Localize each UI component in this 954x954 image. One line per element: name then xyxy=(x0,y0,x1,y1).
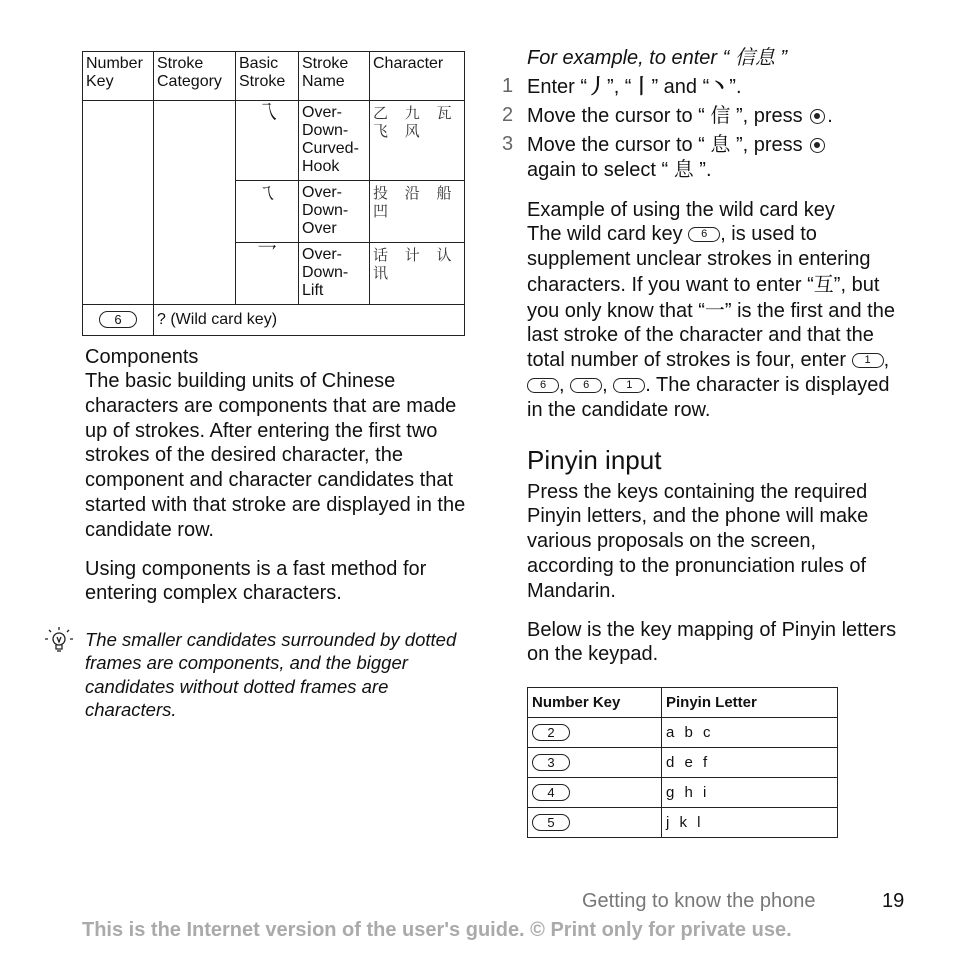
pinyin-paragraph-1: Press the keys containing the required Pinyin letters, and the phone will make various proposals on the screen, according to the pronunciation rules of Mandarin. xyxy=(527,480,869,602)
key-6-icon: 6 xyxy=(99,311,137,328)
basic-stroke-glyph: 乁 xyxy=(236,101,299,181)
basic-stroke-glyph: ㄟ xyxy=(236,181,299,243)
table-row xyxy=(528,718,838,748)
pinyin-letters: a b c xyxy=(662,718,838,748)
step-number: 2 xyxy=(502,103,514,126)
pinyin-heading: Pinyin input xyxy=(527,444,662,475)
wildcard-text: ” is the first and the last stroke of the character and that the total number of strokes is four, enter xyxy=(527,299,895,372)
step-text: ” and “ xyxy=(651,76,710,98)
page-number: 19 xyxy=(882,890,905,912)
stroke-table xyxy=(82,51,465,336)
step-char: 息 xyxy=(673,157,694,182)
step-char: 信 xyxy=(710,102,731,127)
step-text: ”. xyxy=(693,159,712,182)
tip-note xyxy=(82,628,466,721)
stroke-name: Over-Down-Curved-Hook xyxy=(299,101,370,181)
step-text: ”, “ xyxy=(607,76,632,98)
pinyin-letters: g h i xyxy=(662,778,838,808)
components-paragraph-1: The basic building units of Chinese characters are components that are made up of strokes. After entering the first two strokes of the desired character, the component and character candidates that started with that stroke are displayed in the candidate row. xyxy=(85,370,466,541)
table-row xyxy=(528,748,838,778)
wildcard-text: ”, but you only know that “ xyxy=(527,273,880,322)
stroke-char: 一 xyxy=(704,297,725,322)
step-text: Move the cursor to “ xyxy=(527,104,711,127)
example-heading-prefix: For example, to enter “ xyxy=(527,47,735,69)
stroke-glyph: 丿 xyxy=(587,74,608,98)
header-number-key: Number Key xyxy=(83,52,154,101)
wildcard-heading: Example of using the wild card key xyxy=(527,199,835,222)
step-text: ”, press xyxy=(730,104,803,127)
step-number: 3 xyxy=(502,132,514,155)
example-steps xyxy=(502,74,902,183)
target-char: 互 xyxy=(813,271,834,296)
key-cell xyxy=(528,778,662,808)
example-heading-chars: 信息 xyxy=(734,45,775,69)
step-char: 息 xyxy=(710,131,731,156)
wildcard-label: ? (Wild card key) xyxy=(154,305,465,336)
wildcard-text: The wild card key xyxy=(527,223,683,246)
stroke-characters: 乙 九 瓦 飞 风 xyxy=(370,101,465,181)
key-4-icon: 4 xyxy=(532,784,570,801)
stroke-characters: 话 计 认 讯 xyxy=(370,243,465,305)
key-6-icon: 6 xyxy=(527,378,559,393)
step-text: . xyxy=(827,104,833,127)
footer-disclaimer: This is the Internet version of the user's guide. © Print only for private use. xyxy=(82,919,792,941)
components-paragraph-2: Using components is a fast method for entering complex characters. xyxy=(85,557,427,605)
step-2 xyxy=(502,103,902,129)
key-3-icon: 3 xyxy=(532,754,570,771)
footer-section-title: Getting to know the phone xyxy=(582,890,816,912)
header-number-key: Number Key xyxy=(528,688,662,718)
components-heading: Components xyxy=(85,346,199,368)
example-heading-suffix: ” xyxy=(774,47,788,69)
wildcard-text: . The character is displayed in the candidate row. xyxy=(527,373,890,421)
lightbulb-icon xyxy=(44,626,74,656)
step-text: Enter “ xyxy=(527,76,588,98)
step-text: ”, press xyxy=(730,133,803,156)
key-cell xyxy=(528,718,662,748)
stroke-glyph: 丶 xyxy=(709,74,730,98)
step-1 xyxy=(502,74,902,100)
key-2-icon: 2 xyxy=(532,724,570,741)
stroke-name: Over-Down-Lift xyxy=(299,243,370,305)
wildcard-key-cell xyxy=(83,305,154,336)
header-stroke-name: Stroke Name xyxy=(299,52,370,101)
table-row xyxy=(528,778,838,808)
step-text: again to select “ xyxy=(527,159,674,182)
key-5-icon: 5 xyxy=(532,814,570,831)
key-6-icon: 6 xyxy=(688,227,720,242)
select-key-icon xyxy=(810,109,825,124)
pinyin-table xyxy=(527,687,838,838)
pinyin-table-header xyxy=(528,688,838,718)
stroke-glyph: 丨 xyxy=(631,74,652,98)
wildcard-example xyxy=(527,199,902,838)
step-text: Move the cursor to “ xyxy=(527,133,711,156)
step-text: ”. xyxy=(729,76,742,98)
stroke-characters: 投 沿 船 凹 xyxy=(370,181,465,243)
step-number: 1 xyxy=(502,75,514,97)
table-row xyxy=(528,808,838,838)
example-heading xyxy=(527,44,902,71)
key-cell xyxy=(528,808,662,838)
select-key-icon xyxy=(810,138,825,153)
key-1-icon: 1 xyxy=(613,378,645,393)
pinyin-paragraph-2: Below is the key mapping of Pinyin letters on the keypad. xyxy=(527,618,897,666)
stroke-table-header xyxy=(83,52,465,101)
table-row-wildcard xyxy=(83,305,465,336)
header-stroke-category: Stroke Category xyxy=(154,52,236,101)
header-pinyin-letter: Pinyin Letter xyxy=(662,688,838,718)
basic-stroke-glyph: 乛 xyxy=(236,243,299,305)
header-character: Character xyxy=(370,52,465,101)
key-6-icon: 6 xyxy=(570,378,602,393)
stroke-category-cell xyxy=(154,101,236,305)
stroke-name: Over-Down-Over xyxy=(299,181,370,243)
tip-text: The smaller candidates surrounded by dotted frames are components, and the bigger candidates without dotted frames are characters. xyxy=(85,629,457,720)
wildcard-text: , is used to supplement unclear strokes in entering characters. If you want to enter “ xyxy=(527,223,871,296)
number-key-cell xyxy=(83,101,154,305)
step-3 xyxy=(502,132,902,184)
wildcard-paragraph: The wild card key 6 , is used to supplement unclear strokes in entering characters. If you want to enter “互”, but you only know that “一” is the first and the last stroke of the character and that the total number of strokes is four, enter 1 , 6 , 6 , 1 . The character is displayed in the candidate row. xyxy=(527,223,895,421)
key-cell xyxy=(528,748,662,778)
key-1-icon: 1 xyxy=(852,353,884,368)
header-basic-stroke: Basic Stroke xyxy=(236,52,299,101)
left-column xyxy=(82,51,466,721)
right-column xyxy=(502,44,902,838)
pinyin-letters: j k l xyxy=(662,808,838,838)
pinyin-letters: d e f xyxy=(662,748,838,778)
table-row xyxy=(83,101,465,181)
